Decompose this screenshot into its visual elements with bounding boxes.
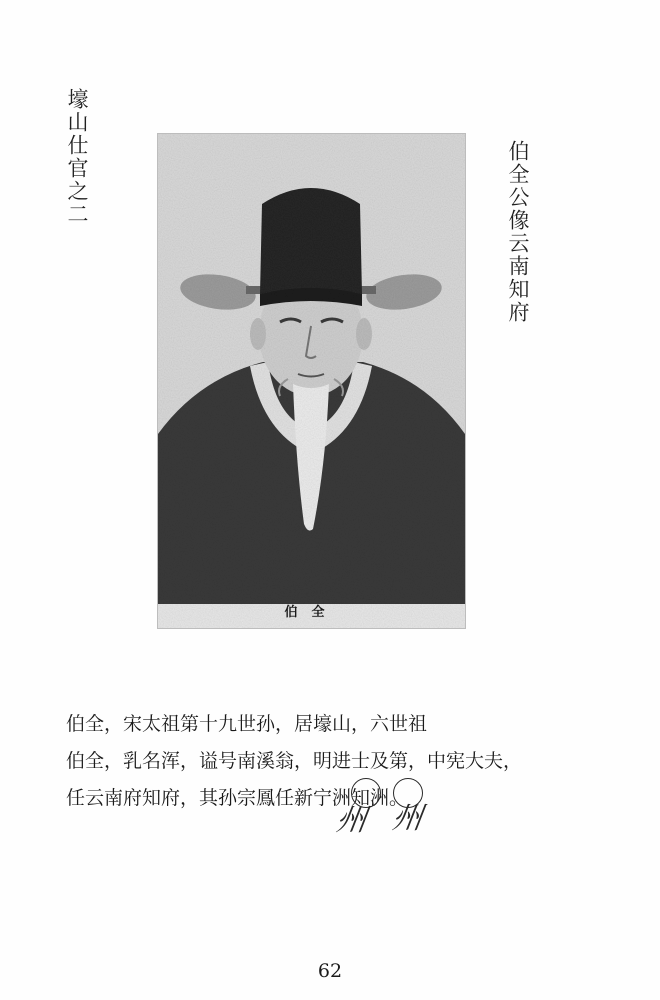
- right-vertical-title: 伯全公像云南知府: [506, 140, 530, 324]
- portrait-illustration: [158, 134, 465, 628]
- biography-line-2: 伯全，乳名浑，谥号南溪翁，明进士及第，中宪大夫，: [66, 750, 523, 772]
- handwritten-correction-1: 州: [334, 803, 369, 838]
- biography-line-1: 伯全，宋太祖第十九世孙，居壕山，六世祖: [66, 713, 428, 735]
- biography-line-3: 任云南府知府，其孙宗鳳任新宁洲知洲。: [66, 787, 409, 809]
- portrait-image: [157, 133, 466, 629]
- handwritten-correction-2: 州: [390, 801, 425, 836]
- biography-text: [66, 706, 606, 817]
- portrait-caption: 伯全: [284, 605, 339, 620]
- page-number: 62: [317, 960, 343, 982]
- left-vertical-title: 壕山仕官之二: [65, 88, 89, 226]
